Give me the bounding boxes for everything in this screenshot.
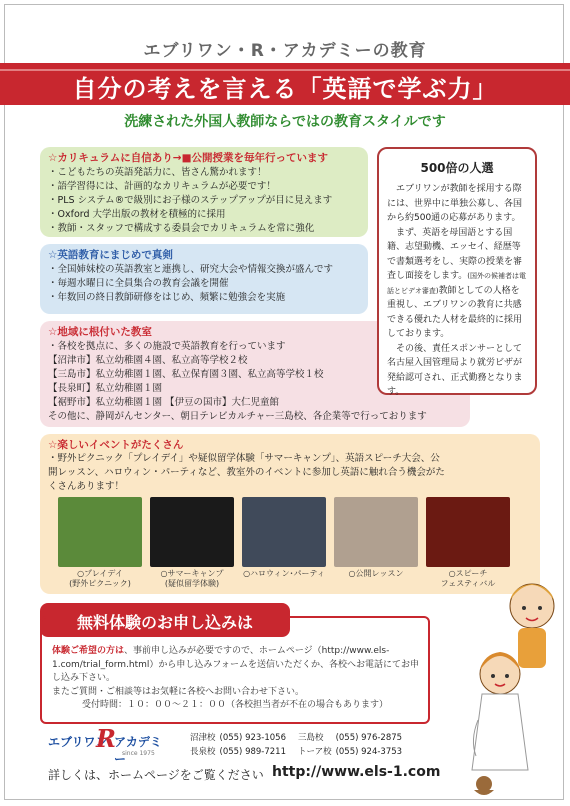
curriculum-section [40,147,368,237]
serious-title: ☆英語教育にまじめで真剣 [48,249,173,261]
school-tel[interactable]: (055) 923-1056 [219,733,286,743]
school-tel[interactable]: (055) 924-3753 [335,747,403,757]
page-header-title: エブリワン・R・アカデミーの教育 [143,41,427,61]
footer-text: 詳しくは、ホームページをご覧ください [48,768,264,782]
list-item: ・年数回の終日教師研修をはじめ、頻繁に勉強会を実施 [48,292,286,303]
serious-section [40,244,368,314]
list-item: ・各校を拠点に、多くの施設で英語教育を行っています [48,341,286,352]
list-item: ・毎週水曜日に全員集合の教育会議を開催 [48,278,229,289]
events-title: ☆楽しいイベントがたくさん [48,439,184,451]
school-tel[interactable]: (055) 976-2875 [335,733,403,743]
photo-caption: ○プレイデイ (野外ピクニック) [69,569,131,588]
list-item: 【三島市】私立幼稚園１園、私立保育園３園、私立高等学校１校 [48,369,324,380]
list-item: 【裾野市】私立幼稚園１園 【伊豆の国市】大仁児童館 [48,397,280,408]
curriculum-title: ☆カリキュラムに自信あり→■公開授業を毎年行っています [48,152,329,164]
event-photos [58,497,508,588]
main-title: 自分の考えを言える「英語で学ぶ力」 [72,75,498,103]
photo-caption: ○公開レッスン [348,569,404,578]
photo-speech [426,497,510,567]
school-name: 三島校 [298,733,324,743]
reception-hours: 受付時間：１０：００～２１：００（各校担当者が不在の場合もあります） [82,700,389,710]
sidebar-paragraph: その後、責任スポンサーとして名古屋入国管理局より就労ビザが発給認可され、正式勤務となります。 [387,343,523,397]
list-item: 【沼津市】私立幼稚園４園、私立高等学校２校 [48,355,248,366]
trial-title: 無料体験のお申し込みは [76,613,253,632]
list-item: 【長泉町】私立幼稚園１園 [48,383,163,394]
list-item: ・語学習得には、計画的なカリキュラムが必要です！ [48,181,276,192]
sidebar-paragraph: エブリワンが教師を採用する際には、世界中に単独公募し、各国から約500通の応募があります。 [387,184,523,223]
list-item: ・教師・スタッフで構成する委員会でカリキュラムを常に強化 [48,223,315,234]
academy-logo: エブリワン R アカデミー since 1975 [48,724,162,766]
school-name: トーア校 [298,747,332,757]
homepage-link[interactable]: http://www.els-1.com [272,764,441,780]
sidebar-paragraph: まず、英語を母国語とする国籍、志望動機、エッセイ、経歴等で書類選考をし、実際の授業を審査し面接をします。(国外の候補者は電話とビデオ審査)教師としての人格を重視し、エブリワンの教育に共感できる優れた人材を最終的に採用しております。 [387,227,527,339]
recruitment-sidebar [377,147,537,395]
photo-caption: ○スピーチ フェスティバル [440,569,496,588]
school-name: 長泉校 [190,747,216,757]
photo-halloween [242,497,326,567]
children-illustration [460,570,564,800]
photo-open-lesson [334,497,418,567]
photo-caption: ○ハロウィン･パーティ [243,569,325,578]
list-item: ・こどもたちの英語発話力に、皆さん驚かれます！ [48,167,267,178]
subtitle: 洗練された外国人教師ならではの教育スタイルです [124,114,446,130]
list-item: ・PLS システム®で級別にお子様のステップアップが目に見えます [48,195,333,206]
events-text: ・野外ピクニック「プレイデイ」や疑似留学体験「サマーキャンプ」、英語スピーチ大会、公開レッスン、ハロウィン・パーティなど、教室外のイベントに参加し英語に触れ合う機会がたくさんあります！ [48,453,445,492]
photo-playday [58,497,142,567]
list-item: ・Oxford 大学出版の教材を積極的に採用 [48,209,226,220]
list-item: その他に、静岡がんセンター、朝日テレビカルチャー三島校、各企業等で行っております [48,411,427,422]
photo-caption: ○サマーキャンプ (疑似留学体験) [160,569,224,588]
school-name: 沼津校 [190,733,216,743]
sidebar-title: 500倍の人選 [420,161,494,175]
school-tel[interactable]: (055) 989-7211 [219,747,286,757]
school-contacts [190,731,406,759]
photo-summer-camp [150,497,234,567]
trial-text: 体験ご希望の方は、事前申し込みが必要ですので、ホームページ（http://www.els-1.com/trial_form.html）から申し込みフォームを送信いただくか、各校へお電話にてお申し込み下さい。 またご質問・ご相談等はお気軽に各校へお問い合わせ下さい。 受付時間：１０：００～２１：００（各校担当者が不在の場合もあります） [52,645,424,713]
list-item: ・全国姉妹校の英語教室と連携し、研究大会や情報交換が盛んです [48,264,334,275]
local-title: ☆地域に根付いた教室 [48,326,152,338]
